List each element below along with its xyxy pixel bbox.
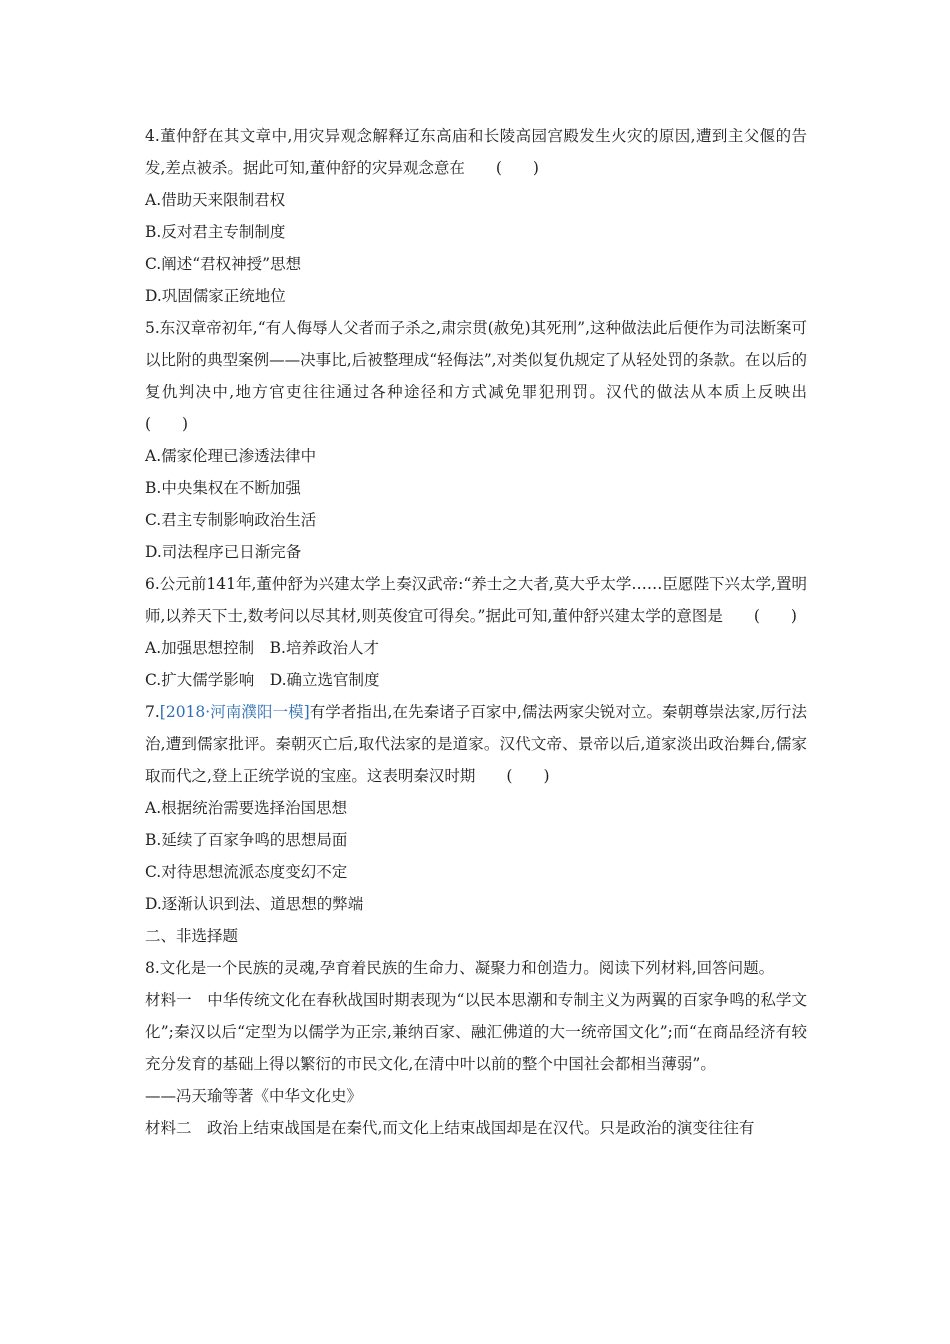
question-4-option-c: C.阐述“君权神授”思想	[145, 255, 302, 273]
question-5-option-a: A.儒家伦理已渗透法律中	[145, 447, 317, 465]
section-heading-non-choice: 二、非选择题	[145, 927, 239, 945]
question-8-material-1: 材料一 中华传统文化在春秋战国时期表现为“以民本思潮和专制主义为两翼的百家争鸣的私学文化”;秦汉以后“定型为以儒学为正宗,兼纳百家、融汇佛道的大一统帝国文化”;而“在商品经济有较充分发育的基础上得以繁衍的市民文化,在清中叶以前的整个中国社会都相当薄弱”。	[145, 991, 807, 1073]
question-7-option-a: A.根据统治需要选择治国思想	[145, 799, 348, 817]
question-4-option-d: D.巩固儒家正统地位	[145, 287, 286, 305]
question-7-option-c: C.对待思想流派态度变幻不定	[145, 863, 348, 881]
question-8-material-1-citation: ——冯天瑜等著《中华文化史》	[145, 1087, 363, 1105]
question-6-options-row-2: C.扩大儒学影响 D.确立选官制度	[145, 671, 380, 689]
question-8-material-2: 材料二 政治上结束战国是在秦代,而文化上结束战国却是在汉代。只是政治的演变往往有	[145, 1119, 755, 1137]
question-7-number: 7.	[145, 703, 160, 721]
question-5-stem: 5.东汉章帝初年,“有人侮辱人父者而子杀之,肃宗贯(赦免)其死刑”,这种做法此后便作为司法断案可以比附的典型案例——决事比,后被整理成“轻侮法”,对类似复仇规定了从轻处罚的条款。在以后的复仇判决中,地方官吏往往通过各种途径和方式减免罪犯刑罚。汉代的做法从本质上反映出 ( )	[145, 319, 839, 433]
question-4-option-a: A.借助天来限制君权	[145, 191, 286, 209]
question-5-option-d: D.司法程序已日渐完备	[145, 543, 302, 561]
question-7-text: 有学者指出,在先秦诸子百家中,儒法两家尖锐对立。秦朝尊崇法家,厉行法治,遭到儒家批评。秦朝灭亡后,取代法家的是道家。汉代文帝、景帝以后,道家淡出政治舞台,儒家取而代之,登上正统学说的宝座。这表明秦汉时期 ( )	[145, 703, 807, 785]
question-6-options-row-1: A.加强思想控制 B.培养政治人才	[145, 639, 379, 657]
question-7-option-b: B.延续了百家争鸣的思想局面	[145, 831, 348, 849]
question-5-option-c: C.君主专制影响政治生活	[145, 511, 317, 529]
question-7-option-d: D.逐渐认识到法、道思想的弊端	[145, 895, 364, 913]
question-8-stem: 8.文化是一个民族的灵魂,孕育着民族的生命力、凝聚力和创造力。阅读下列材料,回答问题。	[145, 959, 775, 977]
question-7-stem	[145, 696, 807, 792]
question-7-source-tag: [2018·河南濮阳一模]	[159, 703, 310, 721]
question-5-option-b: B.中央集权在不断加强	[145, 479, 301, 497]
document-body	[145, 120, 839, 1144]
question-4-option-b: B.反对君主专制制度	[145, 223, 286, 241]
question-6-stem: 6.公元前141年,董仲舒为兴建太学上奏汉武帝:“养士之大者,莫大乎太学……臣愿陛下兴太学,置明师,以养天下士,数考问以尽其材,则英俊宜可得矣。”据此可知,董仲舒兴建太学的意图是 ( )	[145, 575, 807, 625]
question-4-stem: 4.董仲舒在其文章中,用灾异观念解释辽东高庙和长陵高园宫殿发生火灾的原因,遭到主父偃的告发,差点被杀。据此可知,董仲舒的灾异观念意在 ( )	[145, 127, 807, 177]
